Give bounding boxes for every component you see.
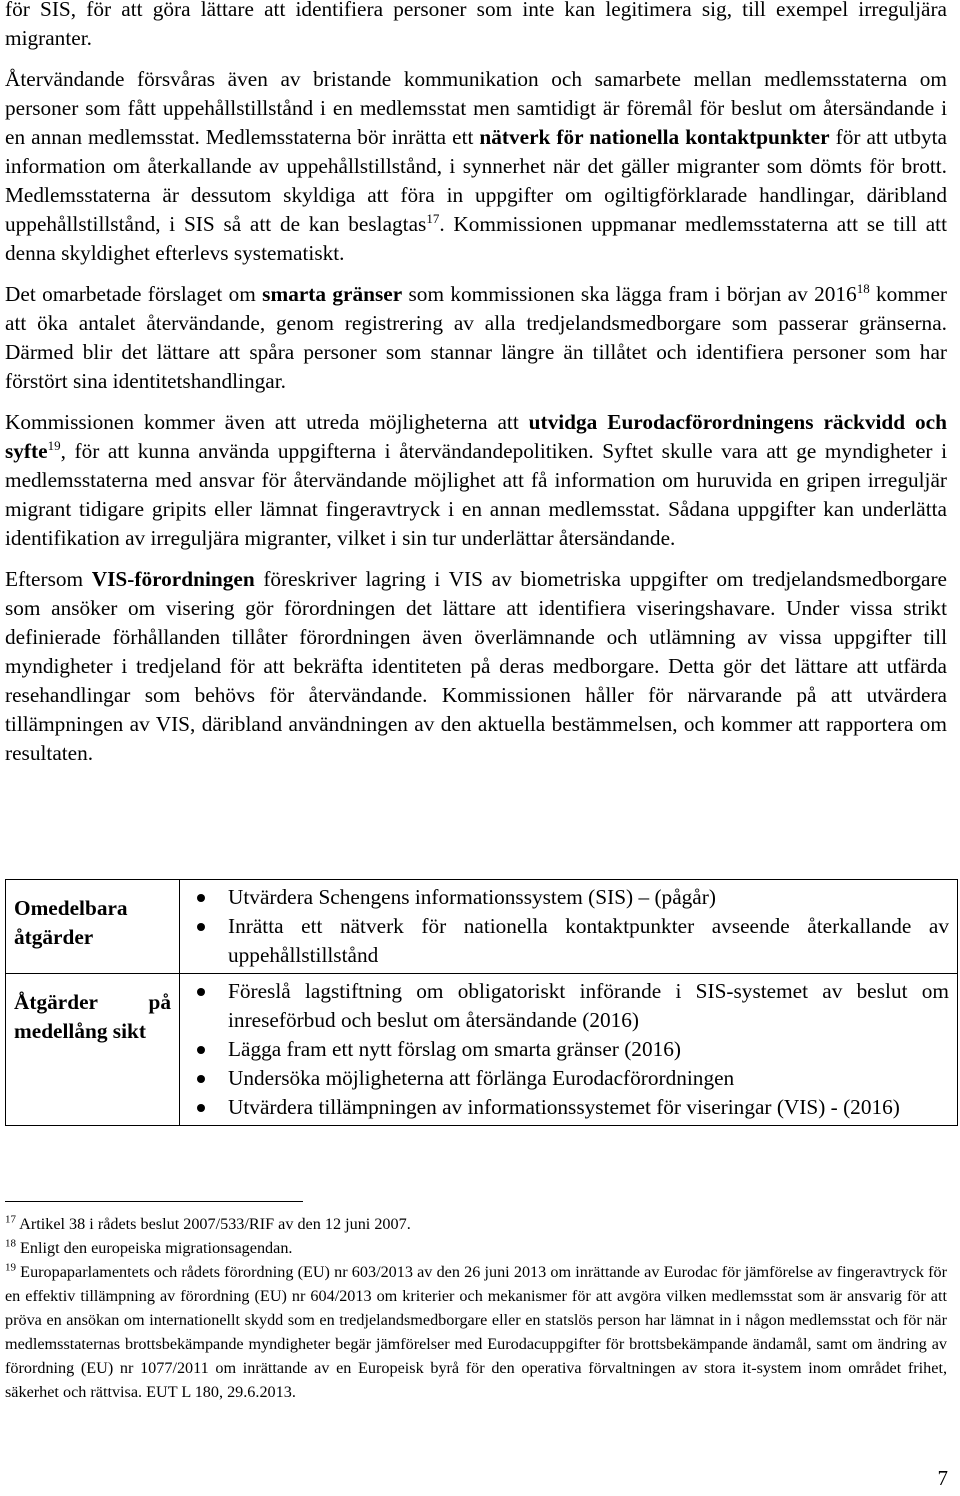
bold-term-vis: VIS-förordningen: [91, 567, 255, 591]
footnote-ref-19: 19: [47, 437, 61, 453]
footnote-number: 19: [5, 1261, 16, 1274]
paragraph-sis-intro: för SIS, för att göra lättare att identifiera personer som inte kan legitimera sig, till exempel irreguljära migranter.: [5, 0, 947, 50]
bullet-list-medium-term: [188, 977, 949, 1122]
list-item: Lägga fram ett nytt förslag om smarta gränser (2016): [188, 1035, 949, 1064]
footnote-separator: [5, 1201, 303, 1202]
table-row-immediate: [6, 880, 958, 974]
footnote-19: $^{19}$ Europaparlamentets och rådets förordning (EU) nr 603/2013 av den 26 juni 2013 om inrättande av Eurodac för jämförelse av fingeravtryck för en effektiv tillämpning av förordning (EU) nr 604/2013 om kriterier och mekanismer för att avgöra vilken medlemsstat som är ansvarig för att pröva en ansökan om internationellt skydd som en tredjelandsmedborgare eller en statslös person har lämnat in i någon medlemsstat och för när medlemsstaternas brottsbekämpande myndigheter begär jämförelser med Eurodacuppgifter för brottsbekämpande ändamål, samt om ändring av förordning (EU) nr 1077/2011 om inrättande av en Europeisk byrå för den operativa förvaltningen av stora it-system inom området frihet, säkerhet och rättvisa. EUT L 180, 29.6.2013.: [5, 1261, 947, 1401]
footnote-18: $^{18}$ Enligt den europeiska migrationsagendan.: [5, 1237, 293, 1257]
list-item: Föreslå lagstiftning om obligatoriskt införande i SIS-systemet av beslut om inreseförbud och beslut om återsändande (2016): [188, 977, 949, 1035]
list-item: Utvärdera Schengens informationssystem (SIS) – (pågår): [188, 883, 949, 912]
paragraph-eurodac: Kommissionen kommer även att utreda möjligheterna att utvidga Eurodacförordningens räckvidd och syfte$^{19}$, för att kunna använda uppgifterna i återvändandepolitiken. Syftet skulle vara att ge myndigheter i medlemsstaterna med ansvar för återvändande möjlighet att få information om huruvida en gripen irreguljär migrant tidigare gripits eller lämnat fingeravtryck i en annan medlemsstat. Sådana uppgifter kan underlätta identifikation av irreguljära migranter, vilket i sin tur underlättar återsändande.: [5, 410, 947, 550]
label-medium-term-actions: Åtgärder på medellång sikt: [6, 974, 180, 1126]
bold-term-network: nätverk för nationella kontaktpunkter: [479, 125, 830, 149]
footnote-ref-17: 17: [426, 210, 440, 226]
list-item: Undersöka möjligheterna att förlänga Eurodacförordningen: [188, 1064, 949, 1093]
document-body: [5, 0, 947, 780]
label-immediate-actions: Omedelbara åtgärder: [6, 880, 180, 974]
footnote-ref-18: 18: [856, 280, 870, 296]
table-row-medium-term: [6, 974, 958, 1126]
items-medium-term-actions: [180, 974, 958, 1126]
items-immediate-actions: [180, 880, 958, 974]
actions-table: [5, 879, 958, 1126]
footnote-number: 18: [5, 1237, 16, 1250]
page-number: 7: [937, 1466, 948, 1490]
bold-term-eurodac: utvidga Eurodacförordningens räckvidd och syfte: [5, 410, 947, 463]
bullet-list-immediate: [188, 883, 949, 970]
paragraph-vis: Eftersom VIS-förordningen föreskriver lagring i VIS av biometriska uppgifter om tredjelandsmedborgare som ansöker om visering gör förordningen det lättare att identifiera viseringshavare. Under vissa strikt definierade förhållanden tillåter förordningen även överlämnande och utlämning av vissa uppgifter till myndigheter i tredjeland för att bekräfta identiteten på deras medborgare. Detta gör det lättare att utfärda resehandlingar som behövs för återvändande. Kommissionen håller för närvarande på att utvärdera tillämpningen av VIS, däribland användningen av den aktuella bestämmelsen, och kommer att rapportera om resultaten.: [5, 567, 947, 765]
footnotes: [5, 1212, 947, 1404]
footnote-number: 17: [5, 1213, 16, 1226]
footnote-17: $^{17}$ Artikel 38 i rådets beslut 2007/533/RIF av den 12 juni 2007.: [5, 1213, 411, 1233]
list-item: Utvärdera tillämpningen av informationssystemet för viseringar (VIS) - (2016): [188, 1093, 949, 1122]
list-item: Inrätta ett nätverk för nationella kontaktpunkter avseende återkallande av uppehållstillstånd: [188, 912, 949, 970]
paragraph-smart-borders: Det omarbetade förslaget om smarta gränser som kommissionen ska lägga fram i början av 2016$^{18}$ kommer att öka antalet återvändande, genom registrering av alla tredjelandsmedborgare som passerar gränserna. Därmed blir det lättare att spåra personer som stannar längre än tillåtet och identifiera personer som har förstört sina identitetshandlingar.: [5, 280, 947, 393]
paragraph-communication: Återvändande försvåras även av bristande kommunikation och samarbete mellan medlemsstaterna om personer som fått uppehållstillstånd i en medlemsstat men samtidigt är föremål för beslut om återsändande i en annan medlemsstat. Medlemsstaterna bör inrätta ett nätverk för nationella kontaktpunkter för att utbyta information om återkallande av uppehållstillstånd, i synnerhet när det gäller migranter som dömts för brott. Medlemsstaterna är dessutom skyldiga att föra in uppgifter om ogiltigförklarade handlingar, däribland uppehållstillstånd, i SIS så att de kan beslagtas$^{17}$. Kommissionen uppmanar medlemsstaterna att se till att denna skyldighet efterlevs systematiskt.: [5, 67, 947, 265]
bold-term-smart-borders: smarta gränser: [262, 282, 403, 306]
